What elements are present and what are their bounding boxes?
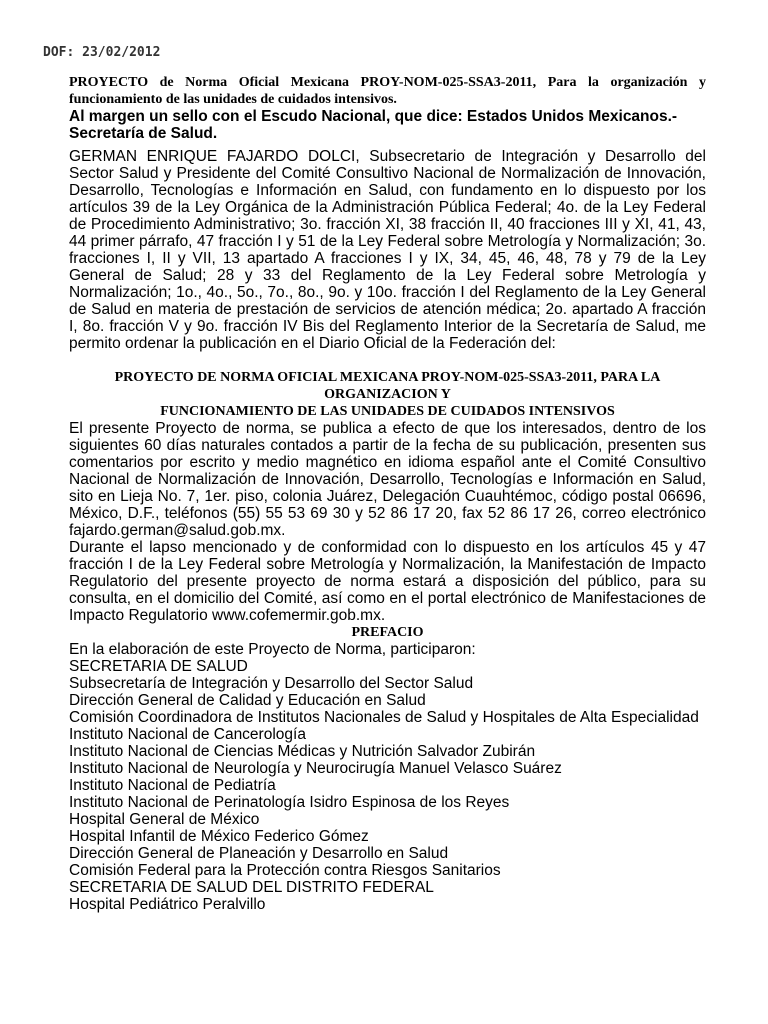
regulatory-paragraph: Durante el lapso mencionado y de conformidad con lo dispuesto en los artículos 45 y 47 fracción I de la Ley Federal sobre Metrología y Normalización, la Manifestación de Impacto Regulatorio del presente proyecto de norma estará a disposición del público, para su consulta, en el domicilio del Comité, así como en el portal electrónico de Manifestaciones de Impacto Regulatorio www.cofemermir.gob.mx. <box>69 539 706 624</box>
margin-note: Al margen un sello con el Escudo Nacional, que dice: Estados Unidos Mexicanos.- Secretaría de Salud. <box>69 108 678 142</box>
list-item: Instituto Nacional de Ciencias Médicas y Nutrición Salvador Zubirán <box>69 743 536 760</box>
list-item: Instituto Nacional de Perinatología Isidro Espinosa de los Reyes <box>69 794 510 811</box>
list-item: Instituto Nacional de Neurología y Neurocirugía Manuel Velasco Suárez <box>69 760 562 777</box>
list-item: SECRETARIA DE SALUD DEL DISTRITO FEDERAL <box>69 879 434 896</box>
list-item: Subsecretaría de Integración y Desarrollo del Sector Salud <box>69 675 474 692</box>
prefacio-heading: PREFACIO <box>351 625 424 640</box>
norm-heading-line-1: PROYECTO DE NORMA OFICIAL MEXICANA PROY-NOM-025-SSA3-2011, PARA LA ORGANIZACION Y <box>114 370 661 402</box>
norm-heading <box>69 369 706 420</box>
list-item: Instituto Nacional de Pediatría <box>69 777 276 794</box>
list-item: Hospital Pediátrico Peralvillo <box>69 896 266 913</box>
prefacio-intro: En la elaboración de este Proyecto de Norma, participaron: <box>69 641 476 658</box>
intro-paragraph: GERMAN ENRIQUE FAJARDO DOLCI, Subsecretario de Integración y Desarrollo del Sector Salud y Presidente del Comité Consultivo Nacional de Normalización de Innovación, Desarrollo, Tecnologías e Información en Salud, con fundamento en lo dispuesto por los artículos 39 de la Ley Orgánica de la Administración Pública Federal; 4o. de la Ley Federal de Procedimiento Administrativo; 3o. fracción XI, 38 fracción II, 40 fracciones III y XI, 41, 43, 44 primer párrafo, 47 fracción I y 51 de la Ley Federal sobre Metrología y Normalización; 3o. fracciones I, II y VII, 13 apartado A fracciones I y IX, 34, 45, 46, 48, 78 y 79 de la Ley General de Salud; 28 y 33 del Reglamento de la Ley Federal sobre Metrología y Normalización; 1o., 4o., 5o., 7o., 8o., 9o. y 10o. fracción I del Reglamento de la Ley General de Salud en materia de prestación de servicios de atención médica; 2o. apartado A fracción I, 8o. fracción V y 9o. fracción IV Bis del Reglamento Interior de la Secretaría de Salud, me permito ordenar la publicación en el Diario Oficial de la Federación del: <box>69 148 706 352</box>
list-item: Dirección General de Planeación y Desarrollo en Salud <box>69 845 449 862</box>
list-item: SECRETARIA DE SALUD <box>69 658 248 675</box>
participants-list <box>69 658 706 913</box>
list-item: Hospital Infantil de México Federico Gómez <box>69 828 369 845</box>
list-item: Comisión Coordinadora de Institutos Nacionales de Salud y Hospitales de Alta Especialidad <box>69 709 699 726</box>
list-item: Hospital General de México <box>69 811 260 828</box>
document-title: PROYECTO de Norma Oficial Mexicana PROY-NOM-025-SSA3-2011, Para la organización y funcionamiento de las unidades de cuidados intensivos. <box>69 75 706 107</box>
list-item: Comisión Federal para la Protección contra Riesgos Sanitarios <box>69 862 501 879</box>
publication-paragraph: El presente Proyecto de norma, se publica a efecto de que los interesados, dentro de los siguientes 60 días naturales contados a partir de la fecha de su publicación, presenten sus comentarios por escrito y medio magnético en idioma español ante el Comité Consultivo Nacional de Normalización de Innovación, Desarrollo, Tecnologías e Información en Salud, sito en Lieja No. 7, 1er. piso, colonia Juárez, Delegación Cuauhtémoc, código postal 06696, México, D.F., teléfonos (55) 55 53 69 30 y 52 86 17 20, fax 52 86 17 26, correo electrónico fajardo.german@salud.gob.mx. <box>69 420 706 539</box>
dof-date-label: DOF: 23/02/2012 <box>43 45 161 60</box>
document-body <box>69 74 706 913</box>
norm-heading-line-2: FUNCIONAMIENTO DE LAS UNIDADES DE CUIDADOS INTENSIVOS <box>160 404 615 419</box>
list-item: Instituto Nacional de Cancerología <box>69 726 306 743</box>
list-item: Dirección General de Calidad y Educación en Salud <box>69 692 426 709</box>
